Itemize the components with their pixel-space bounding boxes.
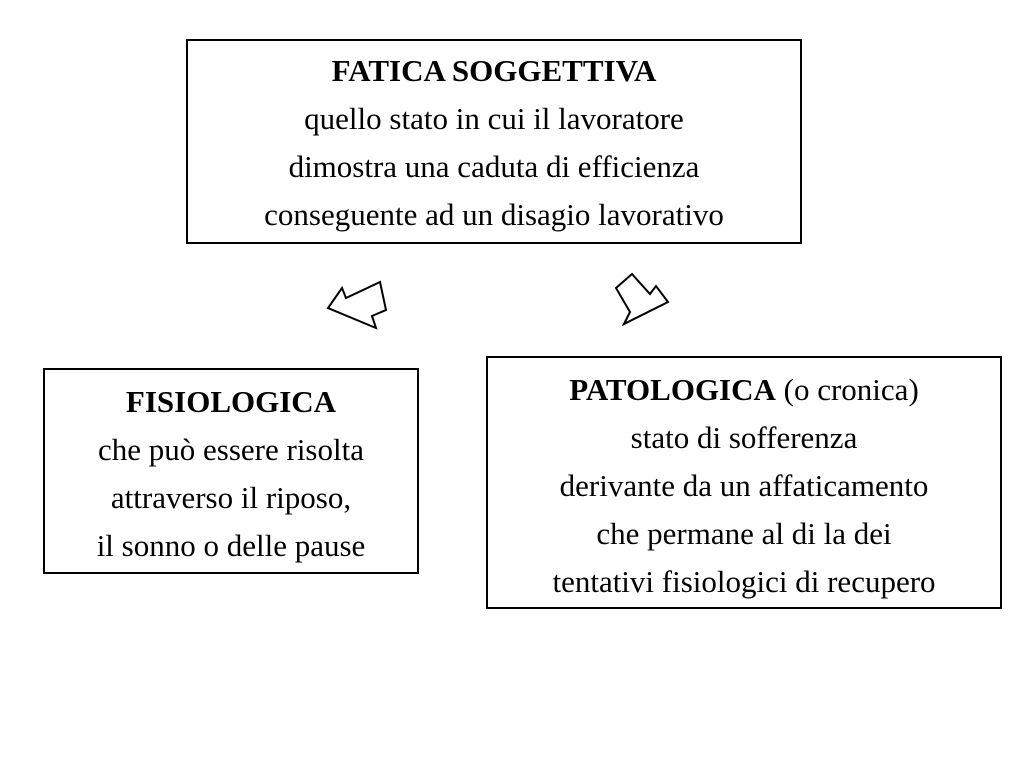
arrow-left-shape bbox=[328, 282, 386, 328]
patologica-title: PATOLOGICA bbox=[569, 372, 776, 407]
patologica-line-2: derivante da un affaticamento bbox=[559, 468, 929, 503]
hollow-arrow-down-left-icon bbox=[326, 280, 390, 336]
arrow-right-shape bbox=[616, 274, 668, 324]
patologica-box bbox=[486, 356, 1002, 609]
fatica-soggettiva-title: FATICA SOGGETTIVA bbox=[331, 53, 657, 88]
patologica-line-1: stato di sofferenza bbox=[630, 420, 858, 455]
fatica-soggettiva-line-2: dimostra una caduta di efficienza bbox=[288, 149, 700, 184]
fatica-soggettiva-box bbox=[186, 39, 802, 244]
patologica-line-4: tentativi fisiologici di recupero bbox=[552, 564, 936, 599]
fisiologica-line-3: il sonno o delle pause bbox=[96, 528, 366, 563]
fisiologica-title: FISIOLOGICA bbox=[125, 384, 337, 419]
patologica-line-3: che permane al di la dei bbox=[596, 516, 892, 551]
fisiologica-line-1: che può essere risolta bbox=[98, 432, 364, 467]
fisiologica-box bbox=[43, 368, 419, 574]
patologica-heading bbox=[488, 366, 1000, 414]
fatica-soggettiva-line-1: quello stato in cui il lavoratore bbox=[304, 101, 684, 136]
patologica-title-suffix: (o cronica) bbox=[783, 372, 919, 407]
hollow-arrow-down-right-icon bbox=[612, 270, 676, 330]
fatica-soggettiva-line-3: conseguente ad un disagio lavorativo bbox=[264, 197, 724, 232]
fisiologica-line-2: attraverso il riposo, bbox=[110, 480, 352, 515]
